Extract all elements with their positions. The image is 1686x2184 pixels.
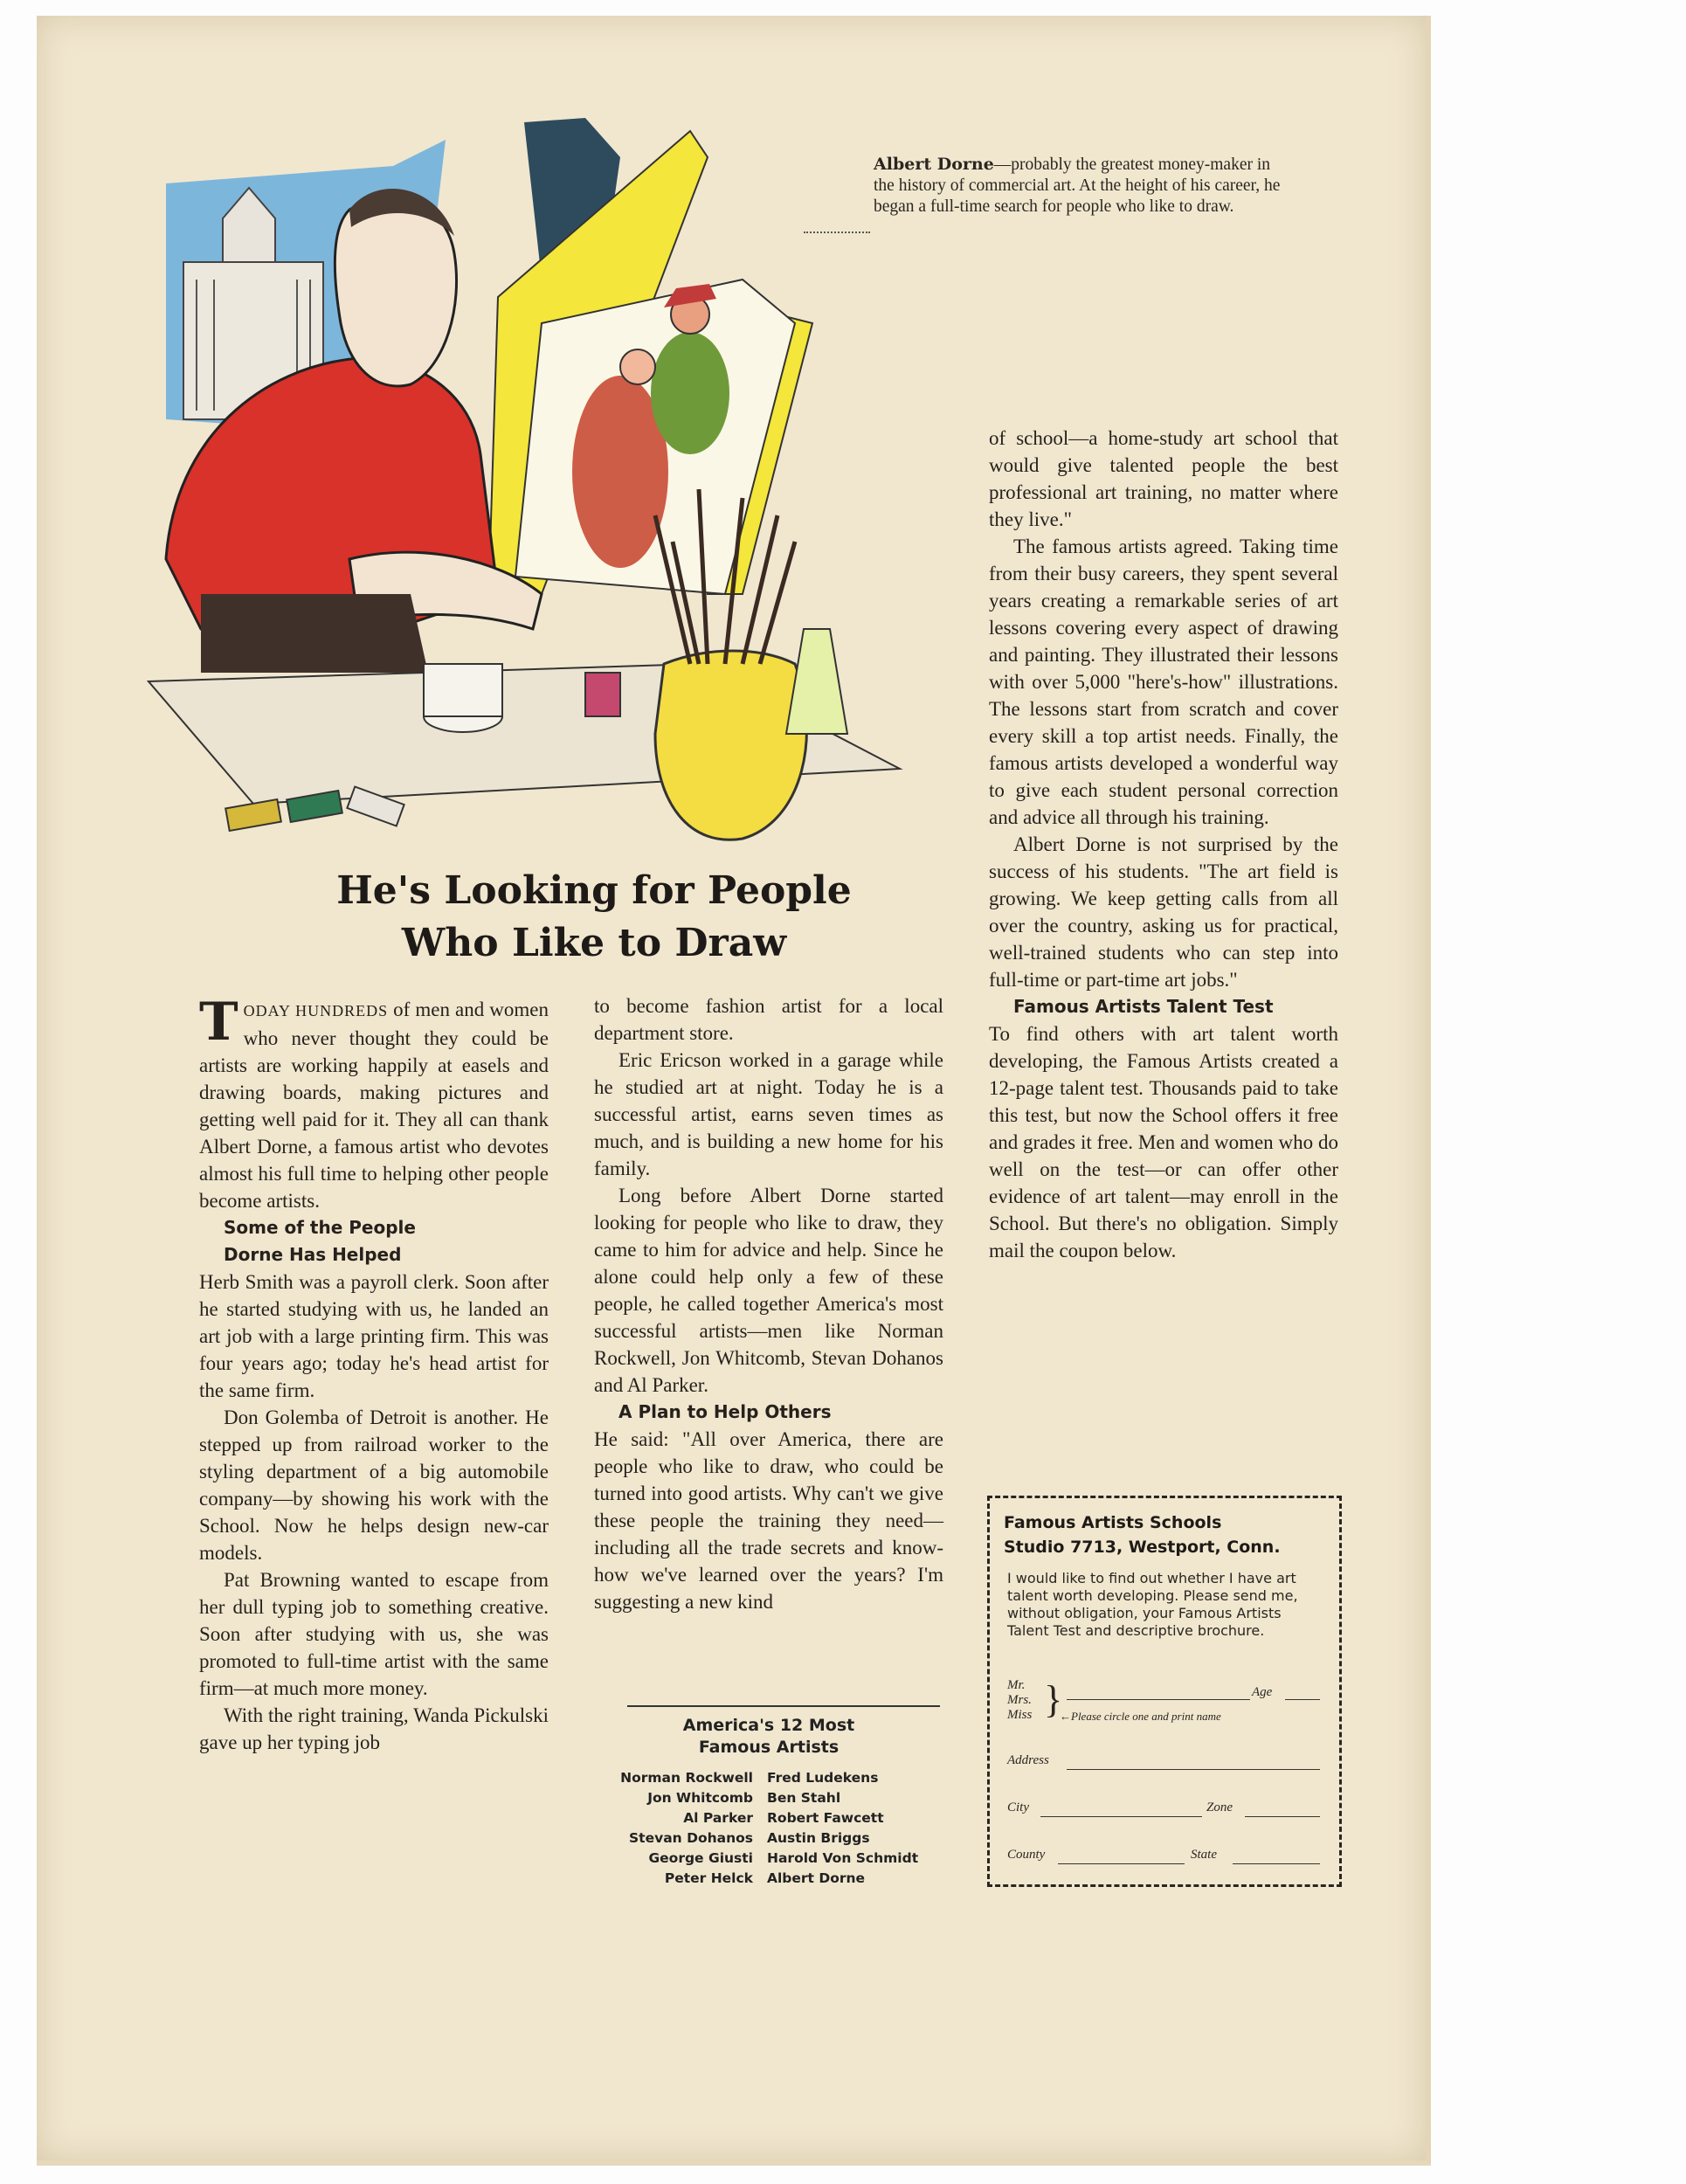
- county-label: County: [1007, 1848, 1046, 1862]
- state-label: State: [1191, 1848, 1217, 1862]
- brace: }: [1044, 1678, 1063, 1721]
- state-field[interactable]: [1233, 1863, 1320, 1864]
- coupon-body: I would like to find out whether I have art talent worth developing. Please send me, without obligation, your Famous Artists Talent Test and descriptive brochure.: [1007, 1570, 1298, 1639]
- artists-list-rule: [627, 1705, 940, 1707]
- artist-name: Ben Stahl: [767, 1790, 841, 1806]
- circle-note: ←Please circle one and print name: [1060, 1710, 1221, 1723]
- column-1: [199, 992, 549, 1756]
- address-field[interactable]: [1067, 1769, 1320, 1770]
- paragraph-artists-agreed: The famous artists agreed. Taking time from their busy careers, they spent several years creating a remarkable series of art lessons covering every aspect of drawing and painting. They illustrated their lessons with over 5,000 "here's-how" illustrations. The lessons start from scratch and cover every skill a top artist needs. Finally, the famous artists developed a wonderful way to give each student personal correction and advice all through his training.: [989, 536, 1338, 828]
- coupon-header: [1004, 1510, 1281, 1559]
- artist-name: George Giusti: [648, 1850, 753, 1866]
- caption-pointer-line: [804, 232, 870, 233]
- city-field[interactable]: [1040, 1816, 1202, 1817]
- age-label: Age: [1252, 1685, 1273, 1699]
- headline-line1: He's Looking for People: [336, 868, 852, 913]
- paragraph-he-said: He said: "All over America, there are people who like to draw, who could be turned into good artists. Why can't we give these people the training they need—including all the trade secrets and know-how we've learned over the years? I'm suggesting a new kind: [594, 1428, 943, 1613]
- artists-right-column: [767, 1768, 968, 1889]
- artist-name: Norman Rockwell: [620, 1770, 753, 1786]
- artist-name: Peter Helck: [664, 1870, 753, 1886]
- artist-name: Fred Ludekens: [767, 1770, 879, 1786]
- mail-coupon[interactable]: [987, 1496, 1342, 1887]
- paragraph-pat-browning: Pat Browning wanted to escape from her dull typing job to something creative. Soon after studying with us, she was promoted to full-time artist with the same firm—at much more money.: [199, 1569, 549, 1699]
- paint-stack-body: [424, 664, 502, 716]
- paragraph-talent-test: To find others with art talent worth developing, the Famous Artists created a 12-page talent test. Thousands paid to take this test, but now the School offers it free and grades it free. Men and women who do well on the test—or can offer other evidence of art talent—may enroll in the School. But there's no obligation. Simply mail the coupon below.: [989, 1023, 1338, 1261]
- county-field[interactable]: [1058, 1863, 1185, 1864]
- paragraph-home-study: of school—a home-study art school that would give talented people the best professional art training, no matter where they live.": [989, 427, 1338, 530]
- column-3: [989, 425, 1338, 1264]
- artists-list-title: [594, 1715, 943, 1759]
- zone-label: Zone: [1206, 1800, 1233, 1814]
- age-field[interactable]: [1285, 1699, 1320, 1700]
- artist-name: Harold Von Schmidt: [767, 1850, 919, 1866]
- title-miss[interactable]: Miss: [1007, 1708, 1033, 1722]
- paragraph-eric-ericson: Eric Ericson worked in a garage while he studied art at night. Today he is a successful artist, earns seven times as much, and is building a new home for his family.: [594, 1049, 943, 1179]
- artist-name: Stevan Dohanos: [629, 1830, 753, 1846]
- paint-jar-pink: [585, 673, 620, 716]
- paragraph-wanda: With the right training, Wanda Pickulski gave up her typing job: [199, 1704, 549, 1753]
- coupon-studio: Studio 7713, Westport, Conn.: [1004, 1538, 1281, 1557]
- title-mr[interactable]: Mr.: [1007, 1678, 1026, 1692]
- caption-name: Albert Dorne: [874, 155, 994, 174]
- coupon-school: Famous Artists Schools: [1004, 1513, 1222, 1532]
- city-label: City: [1007, 1800, 1029, 1814]
- artist-name: Jon Whitcomb: [647, 1790, 753, 1806]
- zone-field[interactable]: [1245, 1816, 1320, 1817]
- artist-illustration: [131, 105, 917, 874]
- artist-name: Al Parker: [683, 1810, 753, 1826]
- column-2: [594, 992, 943, 1615]
- title-mrs[interactable]: Mrs.: [1007, 1693, 1032, 1707]
- intro-paragraph: [199, 992, 549, 1214]
- artists-title-line2: Famous Artists: [698, 1738, 840, 1757]
- oil-bottle: [786, 629, 847, 734]
- drawn-woman-head: [620, 349, 655, 384]
- drawn-man-body: [651, 332, 729, 454]
- subhead-talent-test: Famous Artists Talent Test: [1013, 996, 1274, 1017]
- intro-text: of men and women who never thought they could be artists are working happily at easels and drawing boards, making pictures and getting well paid for it. They all can thank Albert Dorne, a famous artist who devotes almost his full time to helping other people become artists.: [199, 999, 549, 1212]
- artist-name: Robert Fawcett: [767, 1810, 884, 1826]
- paragraph-not-surprised: Albert Dorne is not surprised by the success of his students. "The art field is growing. We keep getting calls from all over the country, asking us for practical, well-trained students who can step into full-time or part-time art jobs.": [989, 833, 1338, 991]
- headline: [201, 865, 987, 970]
- brush-pot: [655, 651, 807, 840]
- address-label: Address: [1007, 1753, 1049, 1767]
- subhead-people-2: Dorne Has Helped: [224, 1244, 402, 1265]
- paragraph-fashion: to become fashion artist for a local department store.: [594, 995, 943, 1044]
- artists-left-column: [577, 1768, 753, 1889]
- artist-lap: [201, 594, 428, 673]
- paragraph-herb-smith: Herb Smith was a payroll clerk. Soon after he started studying with us, he landed an art job with a large printing firm. This was four years ago; today he's head artist for the same firm.: [199, 1271, 549, 1401]
- headline-line2: Who Like to Draw: [401, 921, 787, 965]
- paragraph-long-before: Long before Albert Dorne started looking for people who like to draw, they came to him for advice and help. Since he alone could help only a few of these people, he called together America's most successful artists—men like Norman Rockwell, Jon Whitcomb, Stevan Dohanos and Al Parker.: [594, 1185, 943, 1396]
- intro-lead: ODAY HUNDREDS: [243, 1002, 389, 1019]
- name-field[interactable]: [1067, 1699, 1250, 1700]
- illustration-caption: [874, 154, 1293, 218]
- paragraph-don-golemba: Don Golemba of Detroit is another. He stepped up from railroad worker to the styling department of a big automobile company—by showing his work with the School. Now he helps design new-car models.: [199, 1406, 549, 1564]
- artist-name: Austin Briggs: [767, 1830, 870, 1846]
- drop-cap: T: [199, 992, 238, 1053]
- artist-name: Albert Dorne: [767, 1870, 866, 1886]
- subhead-people-1: Some of the People: [224, 1217, 416, 1238]
- caption-text: —probably the greatest money-maker in the history of commercial art. At the height of his career, he began a full-time search for people who like to draw.: [874, 156, 1281, 216]
- artist-head: [335, 197, 456, 386]
- subhead-plan: A Plan to Help Others: [618, 1401, 832, 1422]
- artists-title-line1: America's 12 Most: [682, 1716, 855, 1735]
